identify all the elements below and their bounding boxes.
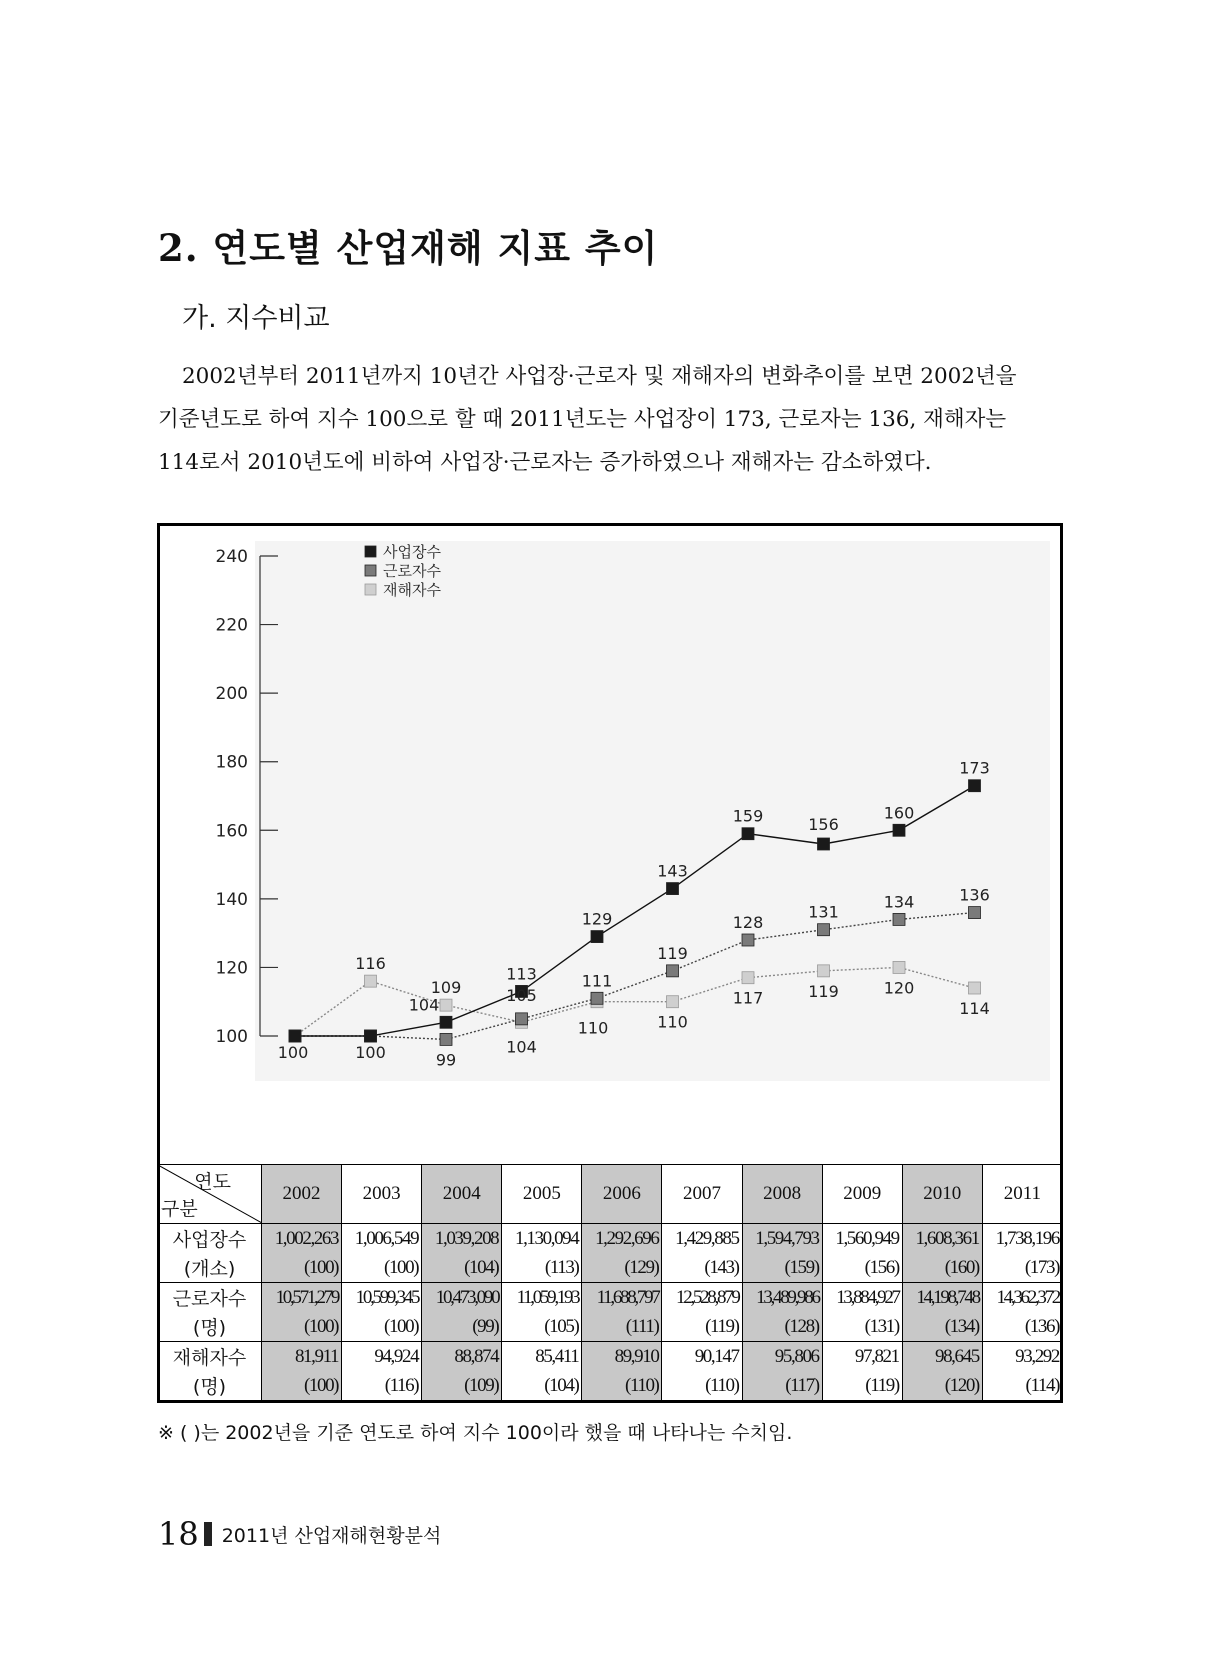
y-tick-label: 140: [215, 889, 248, 910]
data-label-injured: 120: [883, 978, 915, 998]
table-cell: 1,006,549: [342, 1224, 422, 1254]
year-header: 2008: [742, 1165, 822, 1224]
data-label-workplaces: 160: [883, 803, 915, 823]
data-label-workplaces: 113: [506, 964, 537, 984]
table-cell: 94,924: [342, 1342, 422, 1372]
table-cell: (117): [742, 1371, 822, 1401]
y-tick-label: 160: [215, 821, 248, 842]
table-row-injured-index: [158, 1371, 1063, 1401]
year-header: 2002: [262, 1165, 342, 1224]
data-label-injured: 114: [959, 999, 990, 1018]
table-cell: 97,821: [822, 1342, 902, 1372]
table-cell: (159): [742, 1253, 822, 1283]
year-header: 2003: [342, 1165, 422, 1224]
y-tick-label: 200: [215, 684, 248, 705]
table-cell: (136): [982, 1312, 1062, 1342]
year-header: 2010: [902, 1165, 982, 1224]
table-cell: (160): [902, 1253, 982, 1283]
data-point-workers: [742, 934, 754, 946]
footer-title: 2011년 산업재해현황분석: [221, 1525, 442, 1547]
section-heading: 2. 연도별 산업재해 지표 추이: [158, 226, 659, 270]
data-point-workplaces: [667, 883, 679, 895]
table-row-workplaces: [158, 1224, 1063, 1254]
data-point-workplaces: [440, 1016, 452, 1028]
table-cell: (104): [422, 1253, 502, 1283]
year-header: 2007: [662, 1165, 742, 1224]
legend-label-workers: 근로자수: [383, 562, 441, 580]
legend-swatch-injured: [365, 584, 376, 595]
table-cell: 1,560,949: [822, 1224, 902, 1254]
table-cell: (143): [662, 1253, 742, 1283]
table-cell: (99): [422, 1312, 502, 1342]
index-data-table: [157, 1164, 1063, 1401]
data-label-workers: 111: [581, 971, 613, 991]
data-label-injured: 116: [355, 954, 386, 974]
y-tick-label: 220: [215, 615, 248, 636]
table-cell: 12,528,879: [662, 1283, 742, 1313]
row-unit: (명): [158, 1371, 262, 1401]
y-tick-label: 180: [215, 752, 248, 773]
legend-swatch-workers: [365, 565, 376, 576]
data-point-workers: [818, 924, 830, 936]
table-header-row: [158, 1165, 1063, 1224]
table-cell: 90,147: [662, 1342, 742, 1372]
table-row-workers-index: [158, 1312, 1063, 1342]
year-header: 2005: [502, 1165, 582, 1224]
data-label-workplaces: 100: [355, 1043, 386, 1062]
data-label-workplaces: 159: [732, 806, 764, 826]
table-cell: (131): [822, 1312, 902, 1342]
table-cell: (119): [662, 1312, 742, 1342]
table-cell: 93,292: [982, 1342, 1062, 1372]
table-row-injured: [158, 1342, 1063, 1372]
data-point-workers: [893, 913, 905, 925]
year-header: 2011: [982, 1165, 1062, 1224]
page-number: 18: [158, 1515, 199, 1553]
data-point-workplaces: [742, 828, 754, 840]
table-cell: (105): [502, 1312, 582, 1342]
subsection-heading: 가. 지수비교: [182, 303, 330, 334]
table-cell: 1,429,885: [662, 1224, 742, 1254]
table-cell: 81,911: [262, 1342, 342, 1372]
data-label-injured: 110: [577, 1018, 609, 1038]
table-cell: 10,473,090: [422, 1283, 502, 1313]
data-label-injured: 109: [430, 978, 462, 998]
table-row-workers: [158, 1283, 1063, 1313]
table-cell: 11,688,797: [582, 1283, 662, 1313]
table-cell: (100): [342, 1312, 422, 1342]
table-cell: (119): [822, 1371, 902, 1401]
legend-swatch-workplaces: [365, 546, 376, 557]
data-label-workers: 119: [657, 943, 688, 963]
table-cell: 1,130,094: [502, 1224, 582, 1254]
data-point-workers: [591, 992, 603, 1004]
table-cell: 1,292,696: [582, 1224, 662, 1254]
row-unit: (명): [158, 1312, 262, 1342]
data-label-injured: 117: [732, 988, 764, 1008]
data-label-injured: 119: [808, 981, 839, 1001]
data-point-injured: [440, 999, 452, 1011]
row-label: 재해자수: [158, 1342, 262, 1372]
year-header: 2009: [822, 1165, 902, 1224]
table-cell: (110): [582, 1371, 662, 1401]
table-cell: (116): [342, 1371, 422, 1401]
y-tick-label: 240: [215, 547, 248, 567]
data-label-workers: 99: [435, 1050, 457, 1070]
data-label-workplaces: 100: [277, 1043, 309, 1062]
data-label-injured: 104: [506, 1037, 537, 1057]
table-corner-cell: [158, 1165, 262, 1224]
data-point-injured: [742, 972, 754, 984]
table-cell: 1,594,793: [742, 1224, 822, 1254]
table-cell: 1,608,361: [902, 1224, 982, 1254]
body-paragraph: [158, 355, 1066, 484]
table-cell: 1,002,263: [262, 1224, 342, 1254]
data-point-injured: [893, 961, 905, 973]
paragraph-line: 114로서 2010년도에 비하여 사업장·근로자는 증가하였으나 재해자는 감소하였다.: [158, 450, 932, 475]
table-cell: (120): [902, 1371, 982, 1401]
data-point-workplaces: [289, 1030, 301, 1042]
table-row-workplaces-index: [158, 1253, 1063, 1283]
table-cell: (104): [502, 1371, 582, 1401]
data-label-workplaces: 156: [808, 815, 839, 834]
y-tick-label: 120: [215, 958, 248, 979]
table-cell: 95,806: [742, 1342, 822, 1372]
table-cell: (134): [902, 1312, 982, 1342]
table-cell: 89,910: [582, 1342, 662, 1372]
table-cell: (110): [662, 1371, 742, 1401]
table-cell: (100): [342, 1253, 422, 1283]
table-cell: (114): [982, 1371, 1062, 1401]
data-label-workplaces: 143: [657, 861, 688, 881]
data-point-injured: [969, 982, 981, 994]
year-header: 2004: [422, 1165, 502, 1224]
table-cell: 14,198,748: [902, 1283, 982, 1313]
data-label-workers: 134: [883, 892, 915, 912]
row-label: 근로자수: [158, 1283, 262, 1313]
table-cell: 13,489,986: [742, 1283, 822, 1313]
table-cell: 88,874: [422, 1342, 502, 1372]
footer-divider: [204, 1522, 212, 1546]
table-cell: 11,059,193: [502, 1283, 582, 1313]
data-label-workplaces: 104: [408, 995, 440, 1015]
table-cell: (173): [982, 1253, 1062, 1283]
corner-label-category: 구분: [161, 1198, 198, 1220]
table-cell: (109): [422, 1371, 502, 1401]
data-point-workers: [969, 907, 981, 919]
data-label-workers: 105: [506, 985, 537, 1005]
paragraph-line: 기준년도로 하여 지수 100으로 할 때 2011년도는 사업장이 173, 근로자는 136, 재해자는: [158, 407, 1007, 432]
data-label-workplaces: 173: [959, 758, 990, 778]
row-label: 사업장수: [158, 1224, 262, 1254]
data-point-workplaces: [818, 838, 830, 850]
table-cell: 98,645: [902, 1342, 982, 1372]
data-point-workers: [440, 1033, 452, 1045]
data-point-workplaces: [365, 1030, 377, 1042]
year-header: 2006: [582, 1165, 662, 1224]
data-label-injured: 110: [657, 1012, 688, 1032]
table-cell: (100): [262, 1312, 342, 1342]
row-unit: (개소): [158, 1253, 262, 1283]
data-label-workers: 128: [732, 913, 764, 932]
data-point-workplaces: [893, 824, 905, 836]
table-cell: 10,599,345: [342, 1283, 422, 1313]
index-line-chart: [160, 526, 1060, 1166]
table-cell: (128): [742, 1312, 822, 1342]
data-label-workers: 131: [808, 902, 839, 922]
legend-label-injured: 재해자수: [383, 581, 441, 599]
data-label-workers: 136: [959, 885, 990, 905]
table-cell: 85,411: [502, 1342, 582, 1372]
table-cell: (129): [582, 1253, 662, 1283]
table-cell: 10,571,279: [262, 1283, 342, 1313]
table-footnote: ※ ( )는 2002년을 기준 연도로 하여 지수 100이라 했을 때 나타나는 수치임.: [158, 1422, 793, 1444]
paragraph-line: 2002년부터 2011년까지 10년간 사업장·근로자 및 재해자의 변화추이를 보면 2002년을: [182, 364, 1017, 389]
table-cell: (100): [262, 1253, 342, 1283]
table-cell: 1,738,196: [982, 1224, 1062, 1254]
data-point-injured: [818, 965, 830, 977]
data-point-workers: [516, 1013, 528, 1025]
table-cell: (100): [262, 1371, 342, 1401]
table-cell: 1,039,208: [422, 1224, 502, 1254]
legend-label-workplaces: 사업장수: [383, 543, 441, 561]
data-point-workplaces: [591, 931, 603, 943]
corner-label-year: 연도: [194, 1171, 231, 1193]
y-tick-label: 100: [215, 1027, 248, 1047]
table-cell: (111): [582, 1312, 662, 1342]
data-point-injured: [365, 975, 377, 987]
data-point-workplaces: [969, 780, 981, 792]
data-point-injured: [667, 996, 679, 1008]
data-point-workers: [667, 965, 679, 977]
data-label-workplaces: 129: [581, 909, 613, 929]
page-footer: [158, 1515, 441, 1553]
table-cell: (113): [502, 1253, 582, 1283]
table-cell: 13,884,927: [822, 1283, 902, 1313]
table-cell: (156): [822, 1253, 902, 1283]
table-cell: 14,362,372: [982, 1283, 1062, 1313]
